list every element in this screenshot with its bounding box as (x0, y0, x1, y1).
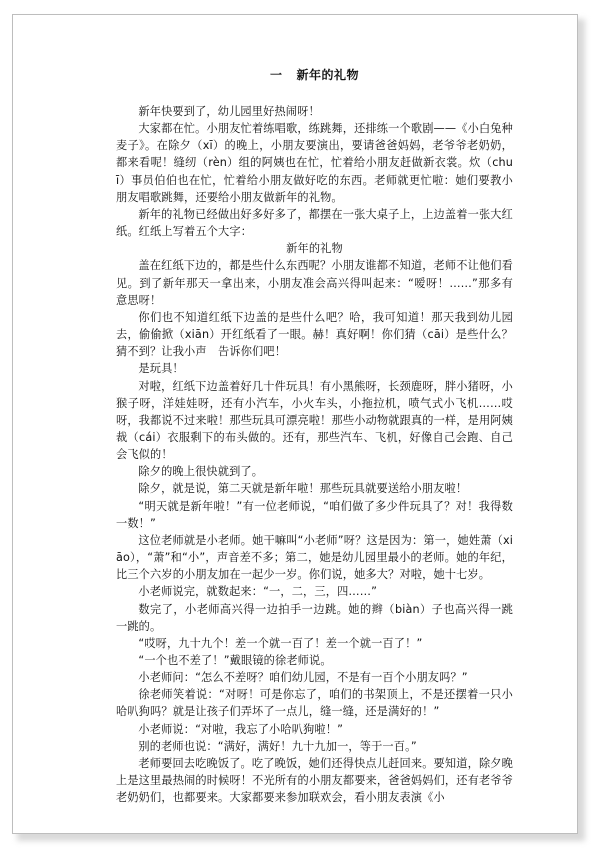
paragraph: 盖在红纸下边的，都是些什么东西呢？小朋友谁都不知道，老师不让他们看见。到了新年那天一拿出来，小朋友准会高兴得叫起来：“嗳呀！……”那多有意思呀！ (116, 259, 513, 307)
paragraph: 小老师说：“对啦，我忘了小哈叭狗啦！” (138, 722, 344, 736)
chapter-title (116, 67, 513, 83)
page-content (116, 67, 513, 806)
paragraph: “哎呀，九十九个！差一个就一百了！差一个就一百了！” (138, 636, 423, 650)
paragraph: 数完了，小老师高兴得一边拍手一边跳。她的辫（biàn）子也高兴得一跳一跳的。 (116, 602, 513, 633)
document-page (12, 14, 578, 834)
paragraph: 对啦，红纸下边盖着好几十件玩具！有小黑熊呀，长颈鹿呀，胖小猪呀，小猴子呀，洋娃娃呀，还有小汽车，小火车头，小拖拉机，喷气式小飞机……哎呀，我都说不过来啦！那些玩具可漂亮啦！那些小动物就跟真的一样，是用阿姨裁（cái）衣服剩下的布头做的。还有，那些汽车、飞机，好像自己会跑、自己会飞似的！ (116, 379, 513, 462)
paragraph: 除夕的晚上很快就到了。 (138, 465, 264, 479)
paragraph: 这位老师就是小老师。她干嘛叫“小老师”呀？这是因为：第一，她姓萧（xiāo），“萧”和“小”，声音差不多；第二，她是幼儿园里最小的老师。她的年纪，比三个六岁的小朋友加在一起少一岁。你们说，她多大？对啦，她十七岁。 (116, 533, 513, 582)
paragraph: “一个也不差了！”戴眼镜的徐老师说。 (138, 654, 332, 667)
paragraph: “明天就是新年啦！”有一位老师说，“咱们做了多少件玩具了？对！我得数一数！” (116, 499, 513, 530)
paragraph: 小老师说完，就数起来：“一，二，三，四……” (138, 585, 378, 599)
paragraph: 新年快要到了，幼儿园里好热闹呀！ (138, 105, 320, 118)
paragraph: 徐老师笑着说：“对呀！可是你忘了，咱们的书架顶上，不是还摆着一只小哈叭狗吗？就是让孩子们弄坏了一点儿，缝一缝，还是满好的！” (116, 688, 513, 719)
paragraph: 是玩具！ (138, 362, 184, 376)
paragraph: 别的老师也说：“满好，满好！九十九加一，等于一百。” (138, 739, 417, 753)
paragraph: 小老师问：“怎么不差呀？咱们幼儿园，不是有一百个小朋友吗？” (138, 671, 468, 685)
chapter-title-text: 新年的礼物 (296, 68, 360, 82)
paragraph: 新年的礼物已经做出好多好多了，都摆在一张大桌子上，上边盖着一张大红纸。红纸上写着五个大字： (116, 207, 513, 239)
centered-inscription: 新年的礼物 (286, 242, 343, 256)
paragraph: 除夕，就是说，第二天就是新年啦！那些玩具就要送给小朋友啦！ (138, 482, 468, 496)
chapter-number: 一 (269, 68, 283, 82)
paragraph: 大家都在忙。小朋友忙着练唱歌，练跳舞，还排练一个歌剧——《小白兔种麦子》。在除夕（xī）的晚上，小朋友要演出，要请爸爸妈妈，老爷爷老奶奶，都来看呢！缝纫（rèn）组的阿姨也在忙，忙着给小朋友赶做新衣裳。炊（chuī）事员伯伯也在忙，忙着给小朋友做好吃的东西。老师就更忙啦：她们要教小朋友唱歌跳舞，还要给小朋友做新年的礼物。 (116, 122, 513, 204)
paragraph: 你们也不知道红纸下边盖的是些什么吧？哈，我可知道！那天我到幼儿园去，偷偷掀（xiān）开红纸看了一眼。赫！真好啊！你们猜（cāi）是些什么？猜不到？让我小声 告诉你们吧！ (116, 310, 513, 359)
paragraph: 老师要回去吃晚饭了。吃了晚饭，她们还得快点儿赶回来。要知道，除夕晚上是这里最热闹的时候呀！不光所有的小朋友都要来，爸爸妈妈们，还有老爷爷老奶奶们，也都要来。大家都要来参加联欢会，看小朋友表演《小 (116, 756, 513, 805)
